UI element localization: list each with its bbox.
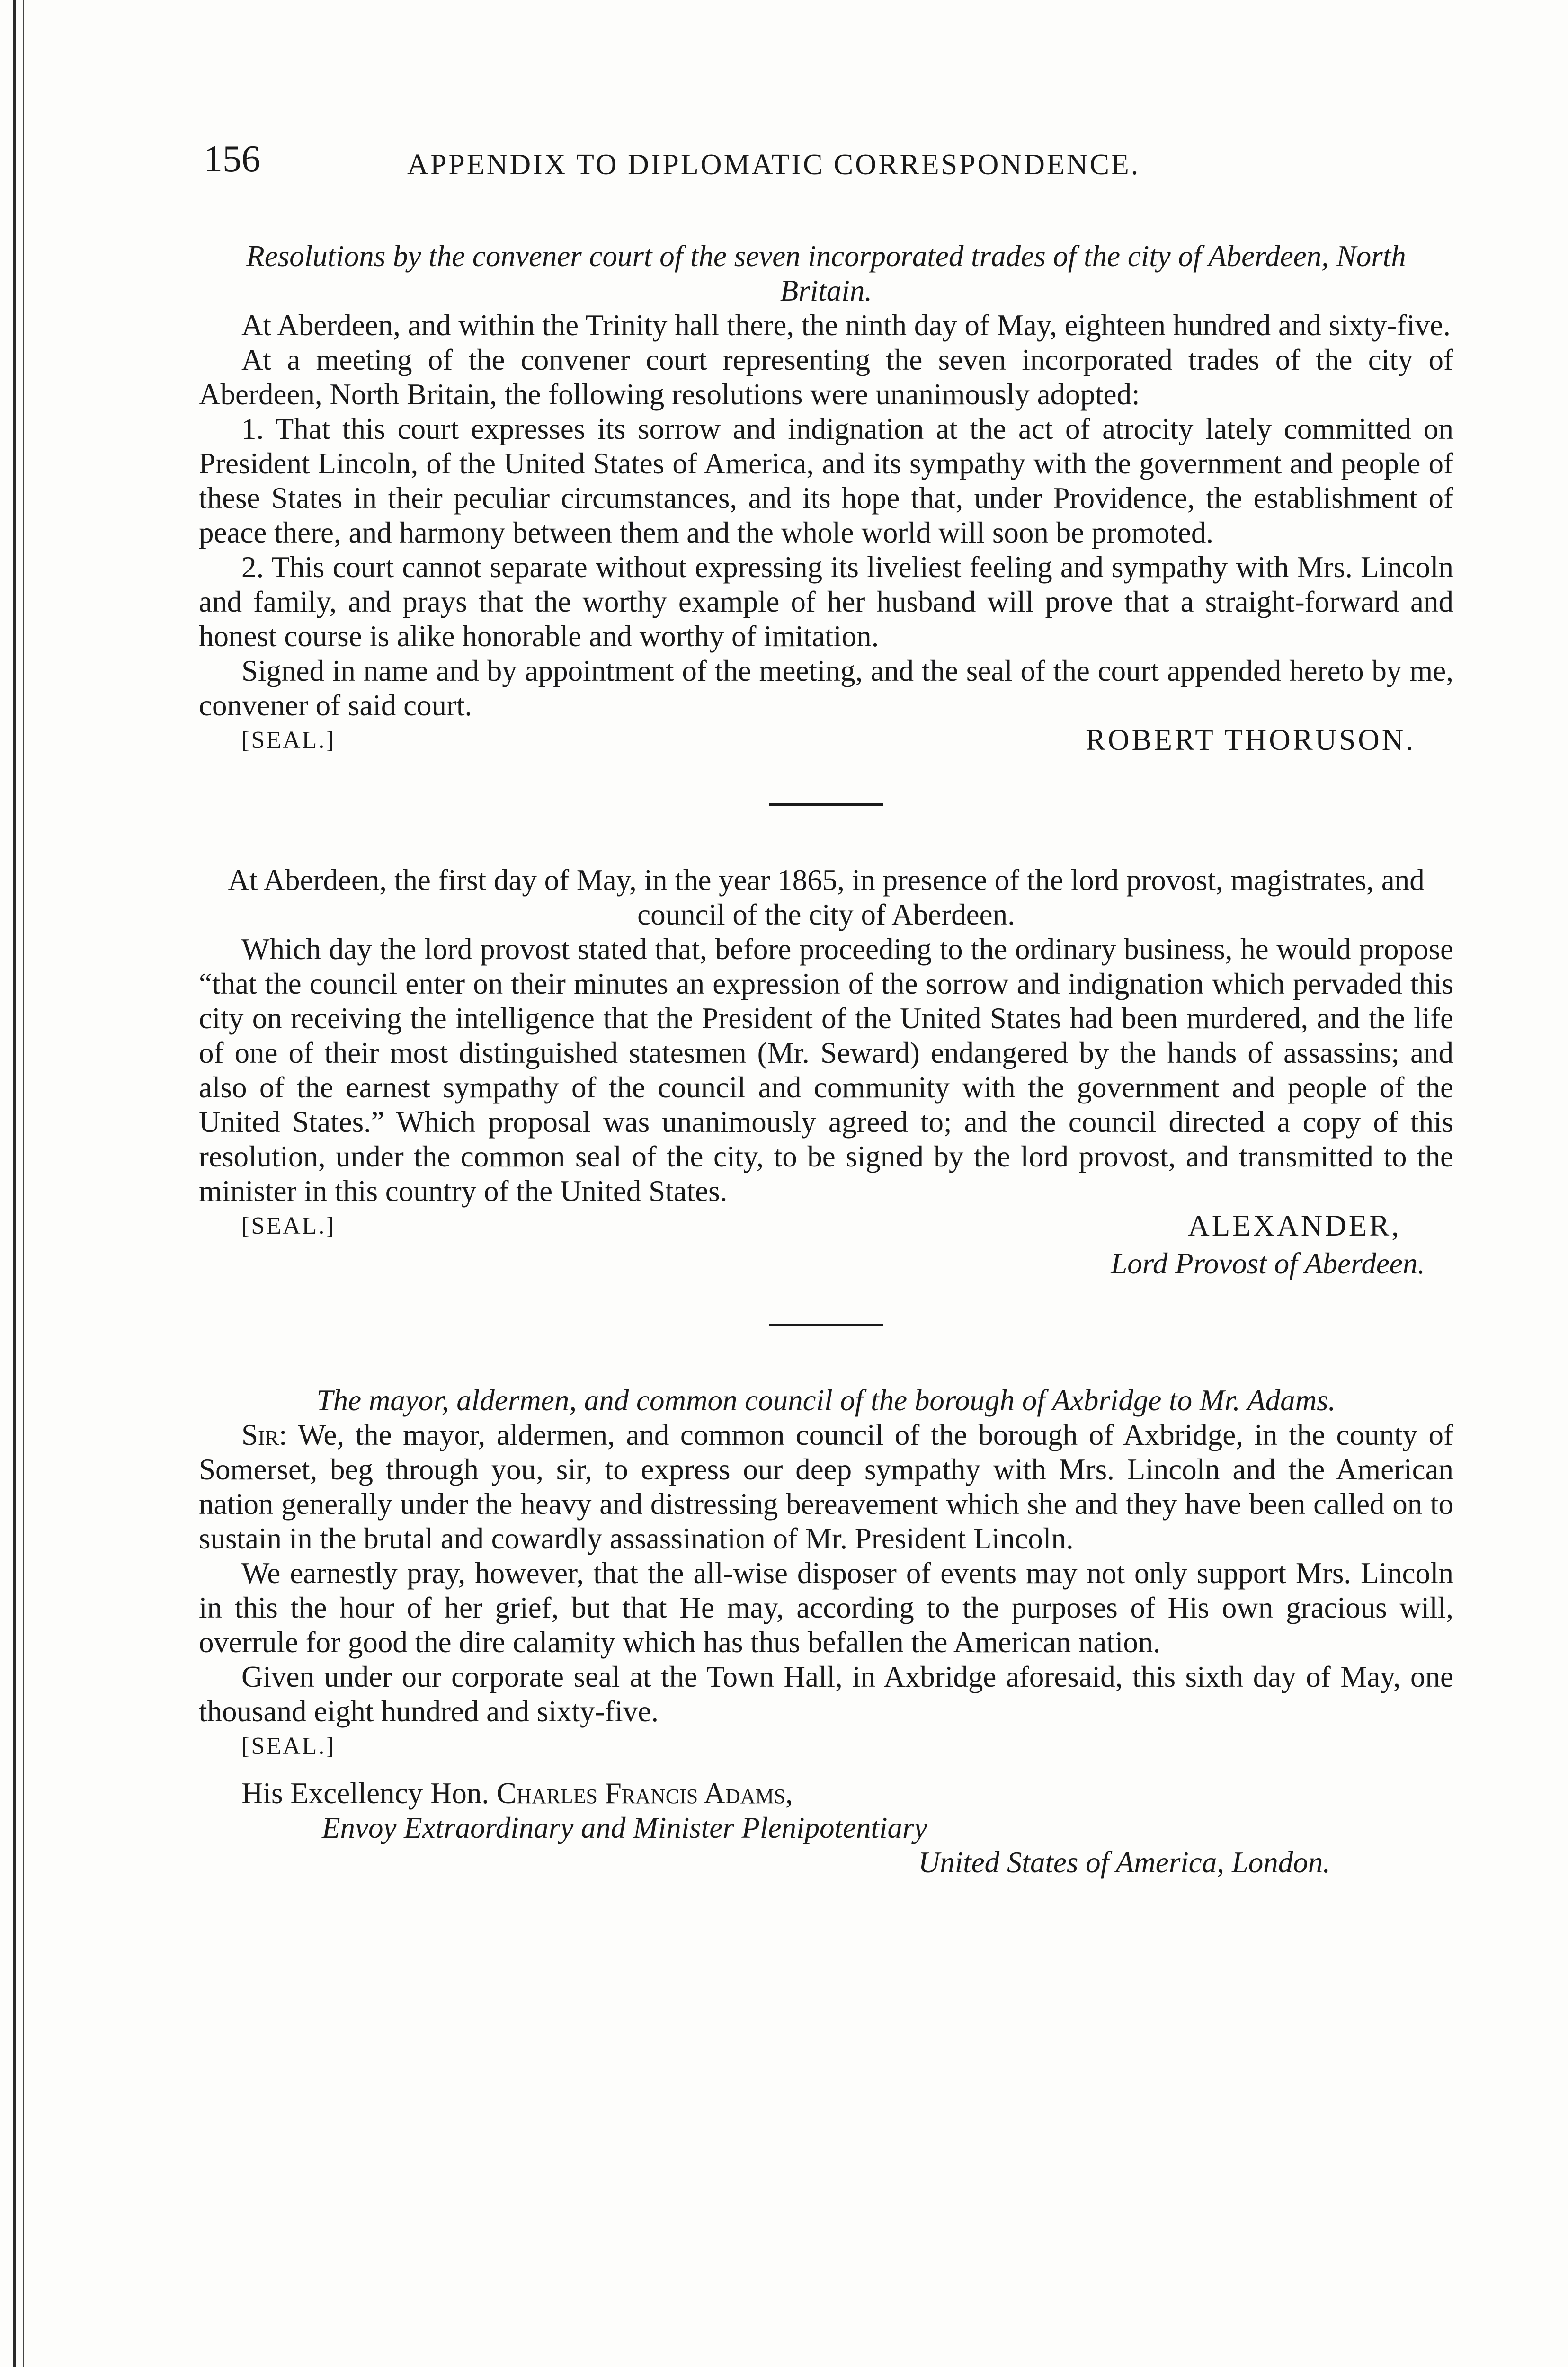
paragraph: Given under our corporate seal at the Town Hall, in Axbridge aforesaid, this sixth day of May, one thousand eight hundred and sixty-five. (199, 1660, 1453, 1728)
seal-mark: [SEAL.] (241, 1733, 336, 1760)
section-aberdeen-council (199, 863, 1453, 1281)
paragraph: At a meeting of the convener court representing the seven incorporated trades of the city of Aberdeen, North Britain, the following resolutions were unanimously adopted: (199, 343, 1453, 411)
page-binding-edge (13, 0, 16, 2367)
page-binding-edge-inner (23, 0, 24, 2367)
paragraph: We earnestly pray, however, that the all-wise disposer of events may not only support Mrs. Lincoln in this the hour of her grief, but that He may, according to the purposes of His own gracious will, overrule for good the dire calamity which has thus befallen the American nation. (199, 1557, 1453, 1659)
addressee-location: United States of America, London. (918, 1846, 1330, 1879)
section-axbridge (199, 1383, 1453, 1880)
paragraph: At Aberdeen, and within the Trinity hall there, the ninth day of May, eighteen hundred and sixty-five. (241, 309, 1451, 342)
addressee-title: Envoy Extraordinary and Minister Plenipotentiary (322, 1811, 927, 1844)
page-header-title: APPENDIX TO DIPLOMATIC CORRESPONDENCE. (407, 149, 1140, 181)
resolution-item: 1. That this court expresses its sorrow and indignation at the act of atrocity lately committed on President Lincoln, of the United States of America, and its sympathy with the government and people of these States in their peculiar circumstances, and its hope that, under Providence, the establishment of peace there, and harmony between them and the whole world will soon be promoted. (199, 412, 1453, 549)
section-divider (769, 803, 883, 806)
salutation: Sir: (241, 1418, 287, 1451)
signature-line (199, 1209, 1453, 1246)
signer-name: ROBERT THORUSON. (1086, 723, 1416, 756)
addressee (199, 1776, 1453, 1811)
seal-mark: [SEAL.] (241, 1212, 336, 1239)
paragraph: Signed in name and by appointment of the meeting, and the seal of the court appended hereto by me, convener of said court. (199, 654, 1453, 722)
signature-line (199, 1729, 1453, 1767)
document-page (199, 138, 1453, 1880)
signature-line (199, 723, 1453, 761)
resolution-item: 2. This court cannot separate without expressing its liveliest feeling and sympathy with Mrs. Lincoln and family, and prays that the worthy example of her husband will prove that a straight-forward and honest course is alike honorable and worthy of imitation. (199, 551, 1453, 653)
section-heading: At Aberdeen, the first day of May, in the year 1865, in presence of the lord provost, magistrates, and council of the city of Aberdeen. (228, 863, 1425, 931)
section-heading: Resolutions by the convener court of the seven incorporated trades of the city of Aberdeen, North Britain. (246, 240, 1406, 307)
addressee-name: Charles Francis Adams, (496, 1777, 793, 1810)
page-number: 156 (204, 138, 260, 180)
signer-title: Lord Provost of Aberdeen. (1111, 1247, 1425, 1280)
seal-mark: [SEAL.] (241, 727, 336, 754)
signer-name: ALEXANDER, (1188, 1209, 1401, 1242)
addressee-prefix: His Excellency Hon. (241, 1777, 490, 1810)
section-heading: The mayor, aldermen, and common council of the borough of Axbridge to Mr. Adams. (316, 1384, 1336, 1417)
section-divider (769, 1324, 883, 1326)
running-head (199, 138, 1453, 194)
paragraph-text: We, the mayor, aldermen, and common council of the borough of Axbridge, in the county of Somerset, beg through you, sir, to express our deep sympathy with Mrs. Lincoln and the American nation generally under the heavy and distressing bereavement which she and they have been called on to sustain in the brutal and cowardly assassination of Mr. President Lincoln. (199, 1418, 1453, 1555)
paragraph (199, 1418, 1453, 1556)
paragraph: Which day the lord provost stated that, before proceeding to the ordinary business, he would propose “that the council enter on their minutes an expression of the sorrow and indignation which pervaded this city on receiving the intelligence that the President of the United States had been murdered, and the life of one of their most distinguished statesmen (Mr. Seward) endangered by the hands of assassins; and also of the earnest sympathy of the council and community with the government and people of the United States.” Which proposal was unanimously agreed to; and the council directed a copy of this resolution, under the common seal of the city, to be signed by the lord provost, and transmitted to the minister in this country of the United States. (199, 933, 1453, 1208)
section-aberdeen-trades (199, 239, 1453, 761)
